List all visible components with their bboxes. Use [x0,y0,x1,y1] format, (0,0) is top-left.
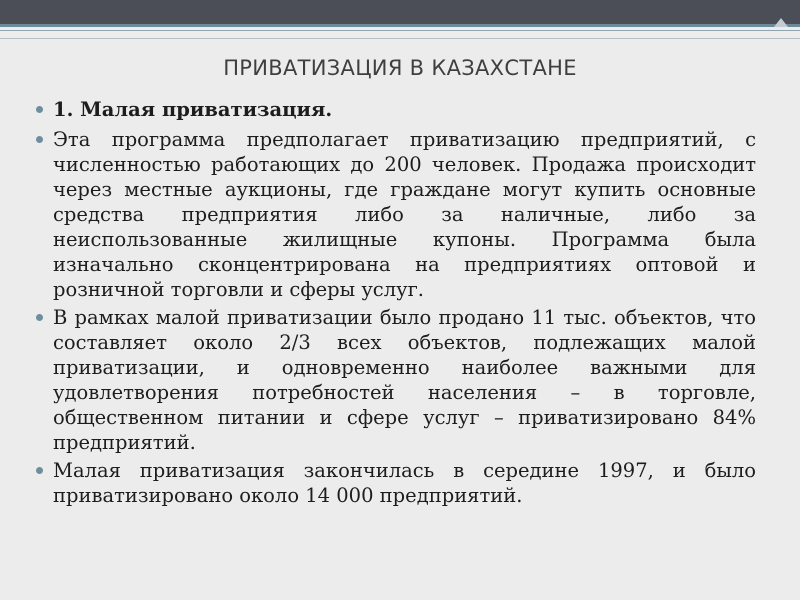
bullet-heading: 1. Малая приватизация. [36,97,756,122]
accent-line-thin [0,30,800,31]
slide-content [36,97,756,511]
triangle-icon [774,18,788,27]
bullet-item: Эта программа предполагает приватизацию предприятий, с численностью работающих до 200 человек. Продажа происходит через местные аукционы, где граждане могут купить основные средства предприятия либо за наличные, либо за неиспользованные жилищные купоны. Программа была изначально сконцентрирована на предприятиях оптовой и розничной торговли и сферы услуг. [36,127,756,302]
slide-title: ПРИВАТИЗАЦИЯ В КАЗАХСТАНЕ [223,56,577,80]
accent-line [0,24,800,27]
accent-line-light [0,38,800,39]
bullet-item: В рамках малой приватизации было продано 11 тыс. объектов, что составляет около 2/3 всех объектов, подлежащих малой приватизации, и одновременно наиболее важными для удовлетворения потребностей населения – в торговле, общественном питании и сфере услуг – приватизировано 84% предприятий. [36,305,756,455]
bullet-item: Малая приватизация закончилась в середине 1997, и было приватизировано около 14 000 предприятий. [36,458,756,508]
header-bar [0,0,800,24]
